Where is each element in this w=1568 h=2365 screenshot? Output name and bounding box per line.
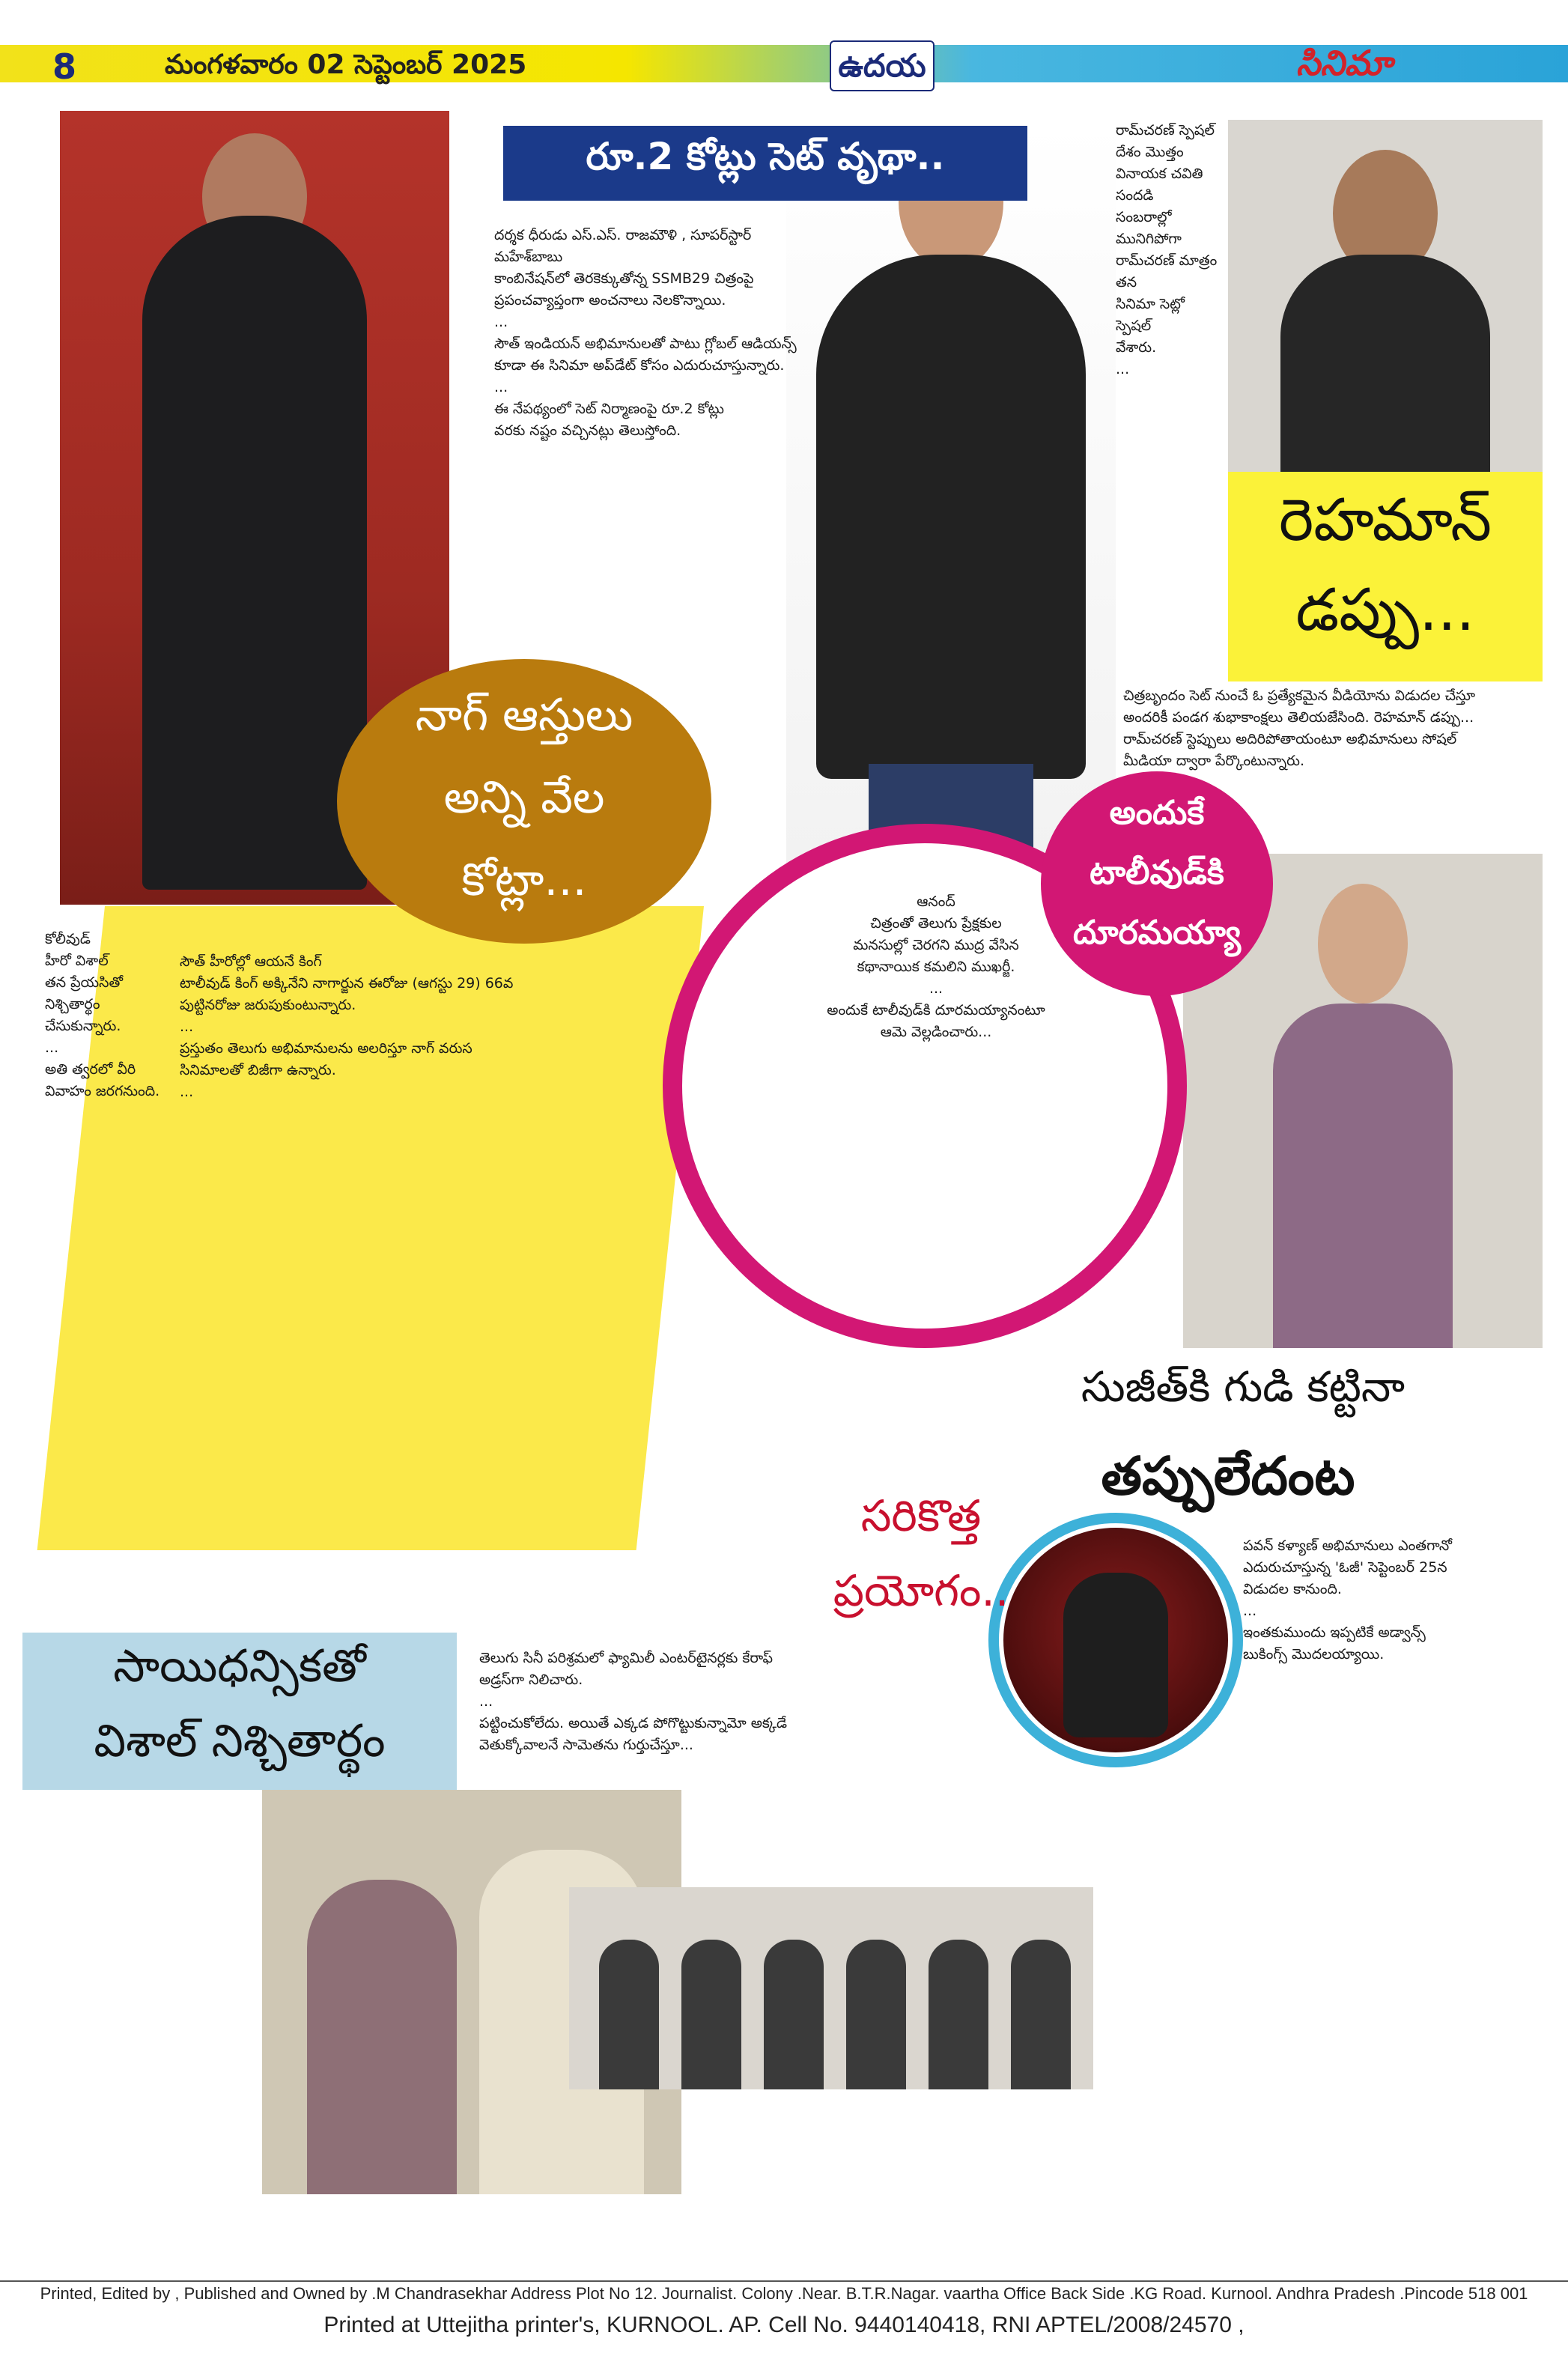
vishal-headline-line1: సాయిధన్సికతో (113, 1640, 366, 1692)
photo-person (764, 1940, 824, 2089)
vishal-side-column: కోలీవుడ్ హీరో విశాల్ తన ప్రేయసితో నిశ్చితార్థం చేసుకున్నారు. ... అతి త్వరలో వీరి వివాహం జరగనుంది. (45, 931, 160, 1099)
mahesh-photo (786, 120, 1116, 869)
new-experiment-headline-line2: ప్రయోగం.. (833, 1565, 1009, 1616)
photo-person (929, 1940, 988, 2089)
new-experiment-headline-line1: సరికొత్త (860, 1490, 982, 1541)
nagarjuna-headline-line1: నాగ్ ఆస్తులు (415, 689, 633, 741)
footer-imprint: Printed, Edited by , Published and Owned by .M Chandrasekhar Address Plot No 12. Journalist. Colony .Near. B.T.R.Nagar. vaartha Office Back Side .KG Road. Kurnool. Andhra Pradesh .Pincode 518 001 (40, 2284, 1528, 2303)
kamalini-article-body: ఆనంద్ చిత్రంతో తెలుగు ప్రేక్షకుల మనసుల్లో చెరగని ముద్ర వేసిన కథానాయిక కమలిని ముఖర్జీ. ... అందుకే టాలీవుడ్‌కి దూరమయ్యానంటూ ఆమె వెల్లడించారు... (827, 893, 1045, 1040)
photo-figure (142, 216, 367, 890)
photo-person (599, 1940, 659, 2089)
nagarjuna-article-body: సౌత్ హీరోల్లో ఆయనే కింగ్ టాలీవుడ్ కింగ్ అక్కినేని నాగార్జున ఈరోజు (ఆగస్టు 29) 66వ పుట్టినరోజు జరుపుకుంటున్నారు. ... ప్రస్తుతం తెలుగు అభిమానులను అలరిస్తూ నాగ్ వరుస సినిమాలతో బిజీగా ఉన్నారు. ... (180, 953, 514, 1100)
photo-person (681, 1940, 741, 2089)
date-line: మంగళవారం 02 సెప్టెంబర్ 2025 (165, 49, 527, 80)
new-experiment-article-body: తెలుగు సినీ పరిశ్రమలో ఫ్యామిలీ ఎంటర్‌టైనర్లకు కేరాఫ్ అడ్రస్‌గా నిలిచారు. ... పట్టించుకోలేదు. అయితే ఎక్కడ పోగొట్టుకున్నామో అక్కడే వెతుక్కోవాలనే సామెతను గుర్తుచేస్తూ... (479, 1650, 788, 1753)
ramcharan-side-column: రామ్‌చరణ్ స్పెషల్ దేశం మొత్తం వినాయక చవితి సందడి సంబరాల్లో మునిగిపోగా రామ్‌చరణ్ మాత్రం తన సినిమా సెట్లో స్పెషల్ వేశారు. ... (1116, 122, 1218, 377)
photo-figure (1273, 1004, 1453, 1348)
nagarjuna-headline-line2: అన్ని వేల (443, 771, 605, 824)
photo-person (1011, 1940, 1071, 2089)
kamalini-headline-line3: దూరమయ్యా (1073, 914, 1241, 952)
nagarjuna-headline-line3: కోట్లా... (461, 854, 587, 906)
photo-person (846, 1940, 906, 2089)
photo-figure (816, 255, 1086, 779)
mahesh-headline: రూ.2 కోట్లు సెట్ వృథా.. (586, 135, 945, 178)
sujeeth-headline-line2: తప్పులేదంట (1101, 1445, 1355, 1507)
photo-figure (1063, 1573, 1168, 1737)
sujeeth-headline-line1: సుజీత్‌కి గుడి కట్టినా (1081, 1363, 1406, 1412)
pawan-kalyan-photo (1003, 1528, 1228, 1752)
kamalini-headline-line1: అందుకే (1109, 794, 1205, 832)
rahman-article-body: చిత్రబృందం సెట్ నుంచే ఓ ప్రత్యేకమైన వీడియోను విడుదల చేస్తూ అందరికీ పండగ శుభాకాంక్షలు తెలియజేసింది. రెహమాన్ డప్పు... రామ్‌చరణ్ స్టెప్పులు అదిరిపోతాయంటూ అభిమానులు సోషల్ మీడియా ద్వారా పేర్కొంటున్నారు. (1123, 687, 1476, 769)
sujeeth-article-body: పవన్ కళ్యాణ్ అభిమానులు ఎంతగానో ఎదురుచూస్తున్న 'ఓజీ' సెప్టెంబర్ 25న విడుదల కానుంది. ... ఇంతకుముందు ఇప్పటికే అడ్వాన్స్ బుకింగ్స్ మొదలయ్యాయి. (1243, 1537, 1452, 1663)
vishal-headline-line2: విశాల్ నిశ్చితార్థం (94, 1715, 386, 1767)
masthead-logo: ఉదయ (830, 40, 935, 91)
ramcharan-photo (1228, 120, 1543, 472)
rahman-headline-line1: రెహమాన్ (1279, 487, 1492, 554)
photo-head (1318, 884, 1408, 1004)
rahman-headline-line2: డప్పు... (1295, 577, 1475, 644)
film-launch-group-photo (569, 1887, 1093, 2089)
photo-person (307, 1880, 457, 2194)
footer-divider (0, 2280, 1568, 2282)
kamalini-headline-line2: టాలీవుడ్‌కి (1090, 854, 1224, 892)
footer-printer: Printed at Uttejitha printer's, KURNOOL. AP. Cell No. 9440140418, RNI APTEL/2008/24570 , (323, 2313, 1245, 2337)
page-number: 8 (52, 46, 77, 87)
photo-figure (1280, 255, 1490, 472)
mahesh-article-body: దర్శక ధీరుడు ఎస్.ఎస్. రాజమౌళి , సూపర్‌స్టార్ మహేశ్‌బాబు కాంబినేషన్‌లో తెరకెక్కుతోన్న SSMB29 చిత్రంపై ప్రపంచవ్యాప్తంగా అంచనాలు నెలకొన్నాయి. ... సౌత్ ఇండియన్ అభిమానులతో పాటు గ్లోబల్ ఆడియన్స్ కూడా ఈ సినిమా అప్‌డేట్ కోసం ఎదురుచూస్తున్నారు. ... ఈ నేపథ్యంలో సెట్ నిర్మాణంపై రూ.2 కోట్లు వరకు నష్టం వచ్చినట్లు తెలుస్తోంది. (494, 227, 797, 439)
section-title: సినిమా (1295, 43, 1393, 83)
